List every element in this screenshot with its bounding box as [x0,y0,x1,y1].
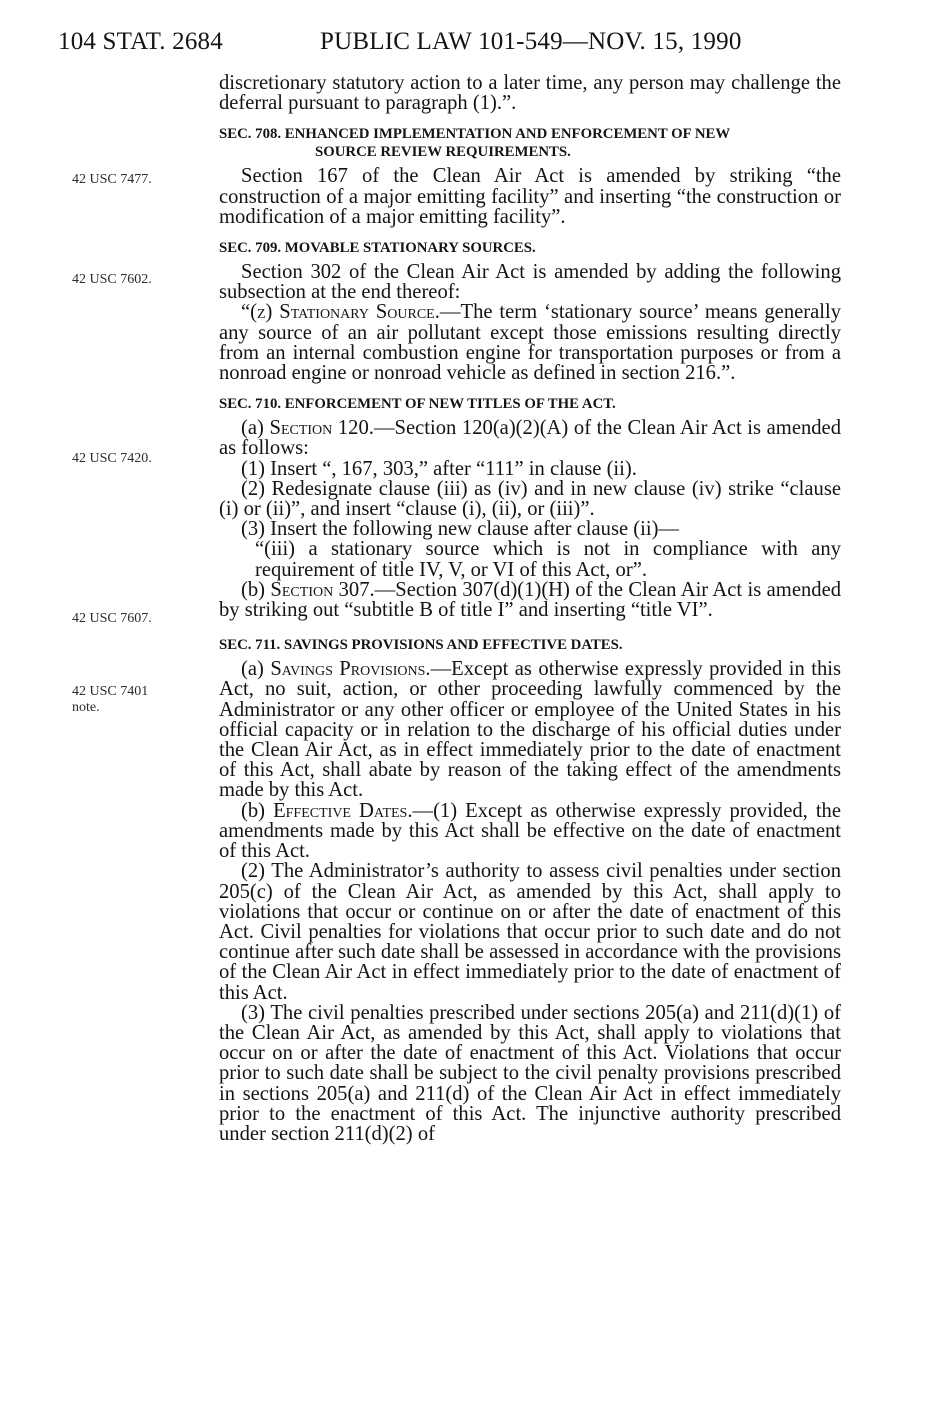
savings-provisions-text: —Except as otherwise expressly provided in this Act, no suit, action, or other proceeding lawfully commenced by the Administrator or any other officer or employee of the United States in his official capacity or in relation to the discharge of his official duties under the Clean Air Act, as in effect immediately prior to the date of enactment of this Act, shall abate by reason of the taking effect of the amendments made by this Act. [219,658,841,802]
margin-citation-7477: 42 USC 7477. [72,172,152,187]
sec-710-subsection-a [219,418,841,458]
paragraph-2: (2) The Administrator’s authority to assess civil penalties under section 205(c) of the Clean Air Act, as amended by this Act, shall apply to violations that occur or continue on or after the date of enactment of this Act. Civil penalties for violations that occur prior to such date and do not continue after such date shall be assessed in accordance with the provisions of the Clean Air Act in effect immediately prior to the date of enactment of this Act. [219,860,841,1004]
page-header [0,28,940,64]
sec-709-heading: SEC. 709. MOVABLE STATIONARY SOURCES. [219,240,536,257]
subsection-b-text: —Section 307(d)(1)(H) of the Clean Air Act is amended by striking out “subtitle B of title I” and inserting “title VI”. [219,578,841,622]
sec-709-text: Section 302 of the Clean Air Act is amended by adding the following subsection at the end thereof: [219,261,841,304]
sec-708-text: Section 167 of the Clean Air Act is amended by striking “the construction of a major emitting facility” and inserting “the construction or modification of a major emitting facility”. [219,165,841,228]
margin-citation-7420: 42 USC 7420. [72,451,152,466]
savings-provisions-heading: Savings Provisions. [270,658,431,681]
margin-citation-7602: 42 USC 7602. [72,272,152,287]
subsection-a-text: —Section 120(a)(2)(A) of the Clean Air Act is amended as follows: [219,417,841,460]
subsection-label: (a) [241,658,271,681]
sec-711-subsection-b [219,801,841,862]
document-body [219,73,841,1144]
sec-710-subsection-b [219,580,841,620]
margin-citation-7607: 42 USC 7607. [72,611,152,626]
clause-3: (3) Insert the following new clause after clause (ii)— [241,518,680,541]
running-head: PUBLIC LAW 101-549—NOV. 15, 1990 [320,28,742,55]
subsection-z-heading: “(z) Stationary Source. [241,301,440,324]
subsection-label: (b) [241,578,271,601]
clause-1: (1) Insert “, 167, 303,” after “111” in clause (ii). [241,457,637,480]
margin-citation-7401-number: 42 USC 7401 [72,684,149,699]
sec-709-subsection-z [219,302,841,383]
sec-711-heading: SEC. 711. SAVINGS PROVISIONS AND EFFECTIVE DATES. [219,637,623,654]
clause-2: (2) Redesignate clause (iii) as (iv) and in new clause (iv) strike “clause (i) or (ii)”, and insert “clause (i), (ii), or (iii)”. [219,477,841,521]
stat-page-number: 104 STAT. 2684 [58,28,223,55]
paragraph-3: (3) The civil penalties prescribed under sections 205(a) and 211(d)(1) of the Clean Air Act, as amended by this Act, shall apply to violations that occur on or after the date of enactment of this Act. Violations that occur prior to such date shall be subject to the civil penalty provisions prescribed in sections 205(a) and 211(d) of the Clean Air Act in effect immediately prior to the enactment of this Act. The injunctive authority prescribed under section 211(d)(2) of [219,1001,841,1145]
sec-708-heading-line1: SEC. 708. ENHANCED IMPLEMENTATION AND ENFORCEMENT OF NEW [219,126,731,143]
sec-708-heading [219,125,841,161]
subsection-z-text: —The term ‘stationary source’ means generally any source of an air pollutant except those emissions resulting directly from an internal combustion engine for transportation purposes or from a nonroad engine or nonroad vehicle as defined in section 216.”. [219,301,841,385]
subsection-label: (b) [241,799,274,822]
subsection-a-heading: Section 120. [269,417,374,440]
sec-711-subsection-a [219,659,841,800]
clause-iii-text: “(iii) a stationary source which is not in compliance with any requirement of title IV, V, or VI of this Act, or”. [255,538,841,581]
continued-paragraph: discretionary statutory action to a later time, any person may challenge the deferral pursuant to paragraph (1).”. [219,72,841,115]
subsection-b-heading: Section 307. [270,578,375,601]
effective-dates-heading: Effective Dates. [273,799,413,822]
margin-citation-7401-note: note. [72,700,100,715]
sec-710-heading: SEC. 710. ENFORCEMENT OF NEW TITLES OF THE ACT. [219,396,616,413]
subsection-label: (a) [241,417,270,440]
effective-dates-text: —(1) Except as otherwise expressly provided, the amendments made by this Act shall be effective on the date of enactment of this Act. [219,799,841,863]
sec-708-heading-line2: SOURCE REVIEW REQUIREMENTS. [315,144,571,161]
margin-citation-7401 [72,684,148,716]
